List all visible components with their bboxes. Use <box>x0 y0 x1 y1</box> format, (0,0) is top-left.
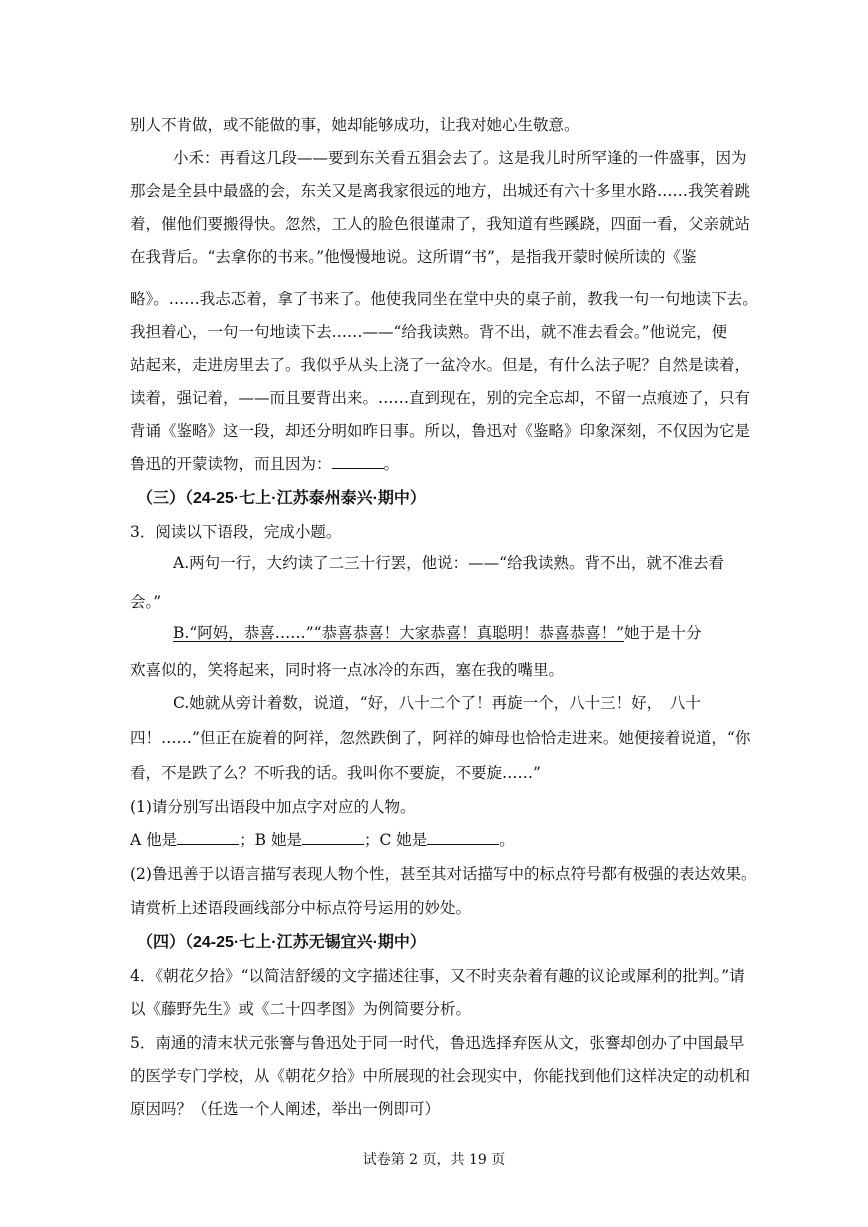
sub-question-1-answers <box>130 830 750 850</box>
excerpt-b-rest: 她于是十分 <box>624 624 702 642</box>
sub-question-1: (1)请分别写出语段中加点字对应的人物。 <box>130 798 416 816</box>
section-heading: （四）（24-25·七上·江苏无锡宜兴·期中） <box>137 934 426 951</box>
paragraph-line: 站起来，走进房里去了。我似乎从头上浇了一盆冷水。但是，有什么法子呢？自然是读着， <box>130 356 751 374</box>
question-5-line: 的医学专门学校，从《朝花夕拾》中所展现的社会现实中，你能找到他们这样决定的动机和 <box>130 1067 751 1085</box>
paragraph-line-with-blank <box>130 454 750 474</box>
paragraph-line: 着，催他们要搬得快。忽然，工人的脸色很谨肃了，我知道有些蹊跷，四面一看，父亲就站 <box>130 215 751 233</box>
answer-blank-b[interactable] <box>302 830 364 845</box>
excerpt-b-line: 欢喜似的，笑将起来，同时将一点冰冷的东西，塞在我的嘴里。 <box>130 661 565 679</box>
answer-blank[interactable] <box>332 454 384 469</box>
underlined-dialogue: B.“阿妈，恭喜……”“恭喜恭喜！大家恭喜！真聪明！恭喜恭喜！” <box>173 624 625 642</box>
answer-label-a: A 他是 <box>130 831 178 849</box>
paragraph-line: 在我背后。“去拿你的书来。”他慢慢地说。这所谓“书”，是指我开蒙时候所读的《鉴 <box>130 248 697 266</box>
paragraph-line: 别人不肯做，或不能做的事，她却能够成功，让我对她心生敬意。 <box>130 116 580 134</box>
paragraph-line: 小禾：再看这几段——要到东关看五猖会去了。这是我儿时所罕逢的一件盛事，因为 <box>173 149 747 167</box>
paragraph-line: 略》。……我忐忑着，拿了书来了。他使我同坐在堂中央的桌子前，教我一句一句地读下去。 <box>130 290 758 308</box>
paragraph-text: 鲁迅的开蒙读物，而且因为： <box>130 455 332 473</box>
answer-label-b: ；B 她是 <box>239 831 302 849</box>
answer-blank-a[interactable] <box>177 830 239 845</box>
paragraph-line: 那会是全县中最盛的会，东关又是离我家很远的地方，出城还有六十多里水路……我笑着跳 <box>130 182 751 200</box>
excerpt-a-line: 会。” <box>130 593 162 611</box>
paragraph-line: 读着，强记着，——而且要背出来。……直到现在，别的完全忘却，不留一点痕迹了，只有 <box>130 389 751 407</box>
answer-blank-c[interactable] <box>427 830 499 845</box>
excerpt-c-line: C.她就从旁计着数，说道，“好，八十二个了！再旋一个，八十三！好， 八十 <box>173 694 701 712</box>
question-4-line: 4．《朝花夕拾》“以简洁舒缓的文字描述往事，又不时夹杂着有趣的议论或犀利的批判。”请 <box>130 967 745 985</box>
page-footer: 试卷第 2 页，共 19 页 <box>362 1152 506 1168</box>
excerpt-c-line: 四！……”但正在旋着的阿祥，忽然跌倒了，阿祥的婶母也恰恰走进来。她便接着说道，“你 <box>130 729 751 747</box>
excerpt-b-line <box>173 623 750 643</box>
paragraph-line: 我担着心，一句一句地读下去……——“给我读熟。背不出，就不准去看会。”他说完，便 <box>130 323 728 341</box>
excerpt-c-line: 看，不是跌了么？不听我的话。我叫你不要旋，不要旋……” <box>130 764 541 782</box>
answer-end: 。 <box>499 831 515 849</box>
answer-label-c: ；C 她是 <box>363 831 428 849</box>
sub-question-2-line: (2)鲁迅善于以语言描写表现人物个性，甚至其对话描写中的标点符号都有极强的表达效果。 <box>130 865 757 883</box>
question-5-line: 5．南通的清末状元张謇与鲁迅处于同一时代，鲁迅选择弃医从文，张謇却创办了中国最早 <box>130 1034 745 1052</box>
question-4-line: 以《藤野先生》或《二十四孝图》为例简要分析。 <box>130 1000 472 1018</box>
question-5-line: 原因吗？（任选一个人阐述，举出一例即可） <box>130 1100 441 1118</box>
section-heading: （三）（24-25·七上·江苏泰州泰兴·期中） <box>137 490 426 507</box>
sub-question-2-line: 请赏析上述语段画线部分中标点符号运用的妙处。 <box>130 899 472 917</box>
question-3: 3．阅读以下语段，完成小题。 <box>130 523 342 541</box>
paragraph-text-end: 。 <box>383 455 400 473</box>
excerpt-a-line: A.两句一行，大约读了二三十行罢，他说：——“给我读熟。背不出，就不准去看 <box>173 554 725 572</box>
paragraph-line: 背诵《鉴略》这一段，却还分明如昨日事。所以，鲁迅对《鉴略》印象深刻，不仅因为它是 <box>130 422 751 440</box>
